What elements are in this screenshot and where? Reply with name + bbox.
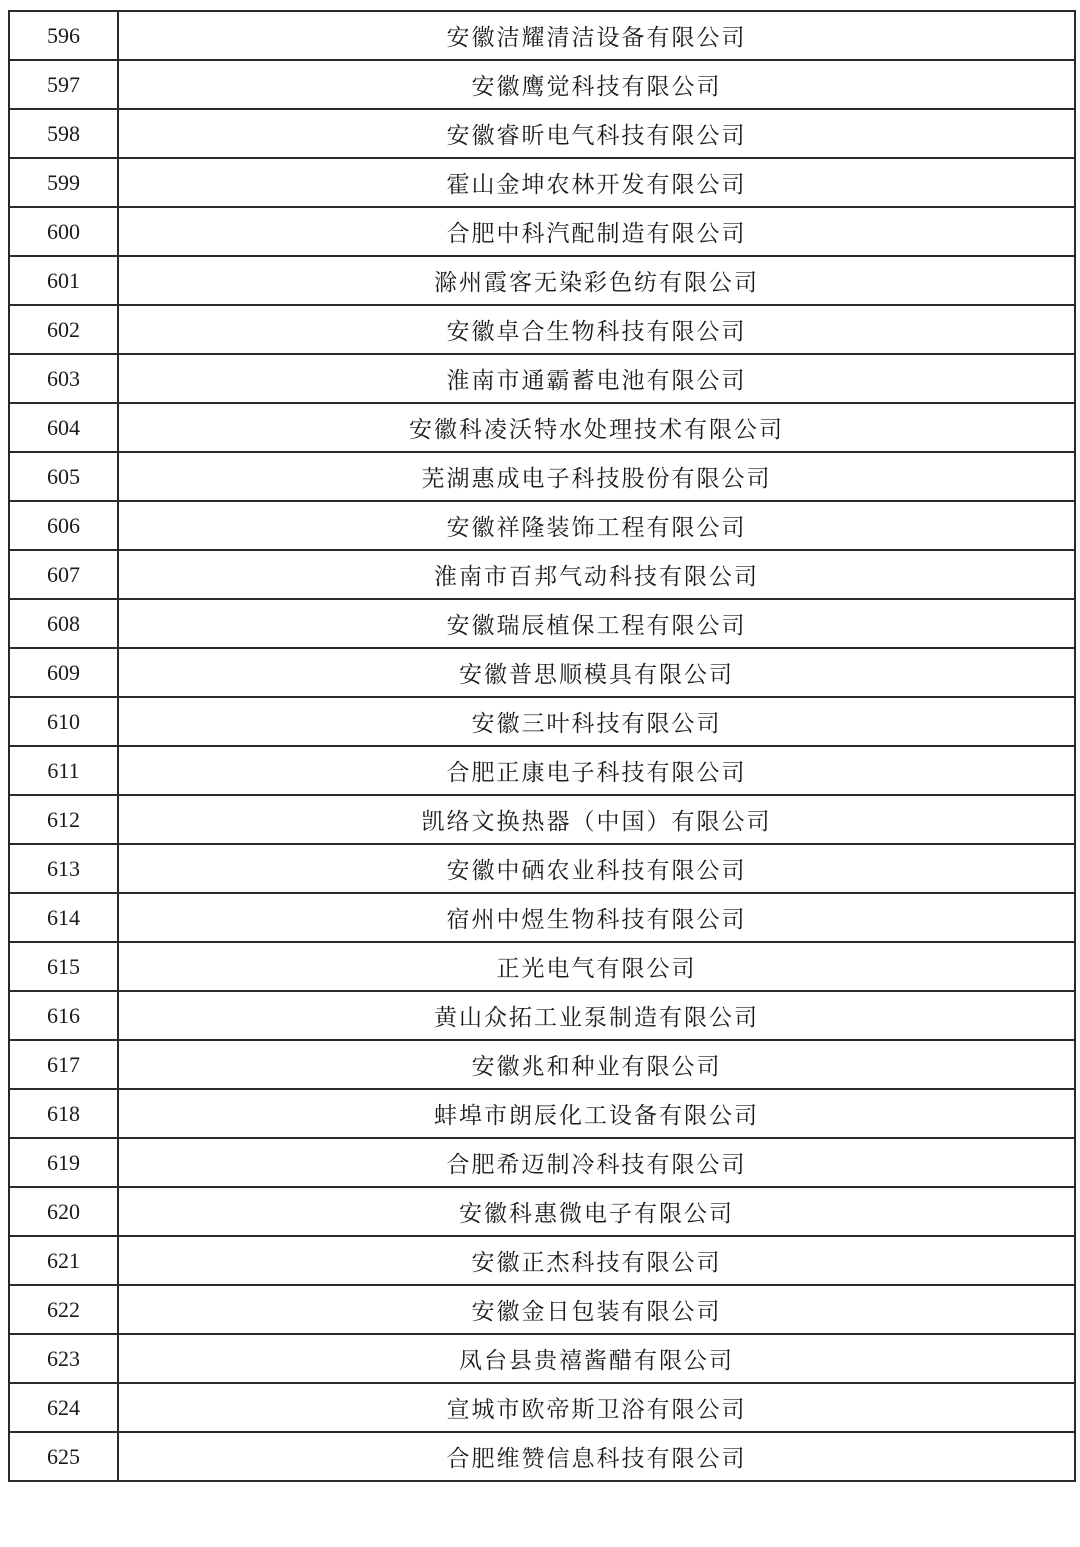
company-name: 安徽科凌沃特水处理技术有限公司: [118, 403, 1075, 452]
table-row: [9, 403, 1075, 452]
table-body: [9, 11, 1075, 1481]
row-number: 610: [9, 697, 118, 746]
company-name: 正光电气有限公司: [118, 942, 1075, 991]
row-number: 607: [9, 550, 118, 599]
company-name: 安徽祥隆装饰工程有限公司: [118, 501, 1075, 550]
row-number: 596: [9, 11, 118, 60]
company-name: 安徽兆和种业有限公司: [118, 1040, 1075, 1089]
company-name: 安徽普思顺模具有限公司: [118, 648, 1075, 697]
row-number: 597: [9, 60, 118, 109]
company-name: 芜湖惠成电子科技股份有限公司: [118, 452, 1075, 501]
company-name: 淮南市百邦气动科技有限公司: [118, 550, 1075, 599]
table-row: [9, 207, 1075, 256]
company-name: 凯络文换热器（中国）有限公司: [118, 795, 1075, 844]
company-list-table: [8, 10, 1076, 1482]
row-number: 621: [9, 1236, 118, 1285]
company-name: 安徽卓合生物科技有限公司: [118, 305, 1075, 354]
company-name: 合肥中科汽配制造有限公司: [118, 207, 1075, 256]
table-row: [9, 354, 1075, 403]
row-number: 615: [9, 942, 118, 991]
row-number: 614: [9, 893, 118, 942]
table-row: [9, 501, 1075, 550]
company-name: 黄山众拓工业泵制造有限公司: [118, 991, 1075, 1040]
table-row: [9, 1285, 1075, 1334]
table-row: [9, 1334, 1075, 1383]
row-number: 617: [9, 1040, 118, 1089]
row-number: 604: [9, 403, 118, 452]
table-row: [9, 1187, 1075, 1236]
row-number: 603: [9, 354, 118, 403]
table-row: [9, 599, 1075, 648]
table-row: [9, 305, 1075, 354]
row-number: 616: [9, 991, 118, 1040]
row-number: 598: [9, 109, 118, 158]
company-name: 安徽洁耀清洁设备有限公司: [118, 11, 1075, 60]
table-row: [9, 844, 1075, 893]
table-row: [9, 109, 1075, 158]
company-name: 安徽科惠微电子有限公司: [118, 1187, 1075, 1236]
row-number: 618: [9, 1089, 118, 1138]
row-number: 611: [9, 746, 118, 795]
table-row: [9, 550, 1075, 599]
company-name: 安徽金日包装有限公司: [118, 1285, 1075, 1334]
table-row: [9, 746, 1075, 795]
row-number: 600: [9, 207, 118, 256]
row-number: 606: [9, 501, 118, 550]
company-name: 淮南市通霸蓄电池有限公司: [118, 354, 1075, 403]
row-number: 601: [9, 256, 118, 305]
table-row: [9, 991, 1075, 1040]
table-row: [9, 452, 1075, 501]
row-number: 619: [9, 1138, 118, 1187]
company-name: 凤台县贵禧酱醋有限公司: [118, 1334, 1075, 1383]
row-number: 609: [9, 648, 118, 697]
company-name: 安徽睿昕电气科技有限公司: [118, 109, 1075, 158]
table-row: [9, 1089, 1075, 1138]
table-row: [9, 256, 1075, 305]
row-number: 613: [9, 844, 118, 893]
table-row: [9, 697, 1075, 746]
company-name: 安徽瑞辰植保工程有限公司: [118, 599, 1075, 648]
row-number: 623: [9, 1334, 118, 1383]
row-number: 612: [9, 795, 118, 844]
table-row: [9, 60, 1075, 109]
row-number: 608: [9, 599, 118, 648]
company-name: 安徽中硒农业科技有限公司: [118, 844, 1075, 893]
row-number: 602: [9, 305, 118, 354]
company-name: 宿州中煜生物科技有限公司: [118, 893, 1075, 942]
row-number: 605: [9, 452, 118, 501]
company-name: 滁州霞客无染彩色纺有限公司: [118, 256, 1075, 305]
table-row: [9, 648, 1075, 697]
company-name: 安徽正杰科技有限公司: [118, 1236, 1075, 1285]
table-row: [9, 795, 1075, 844]
row-number: 622: [9, 1285, 118, 1334]
company-name: 霍山金坤农林开发有限公司: [118, 158, 1075, 207]
table-row: [9, 1432, 1075, 1481]
table-row: [9, 1138, 1075, 1187]
company-name: 宣城市欧帝斯卫浴有限公司: [118, 1383, 1075, 1432]
company-name: 合肥希迈制冷科技有限公司: [118, 1138, 1075, 1187]
row-number: 625: [9, 1432, 118, 1481]
company-name: 蚌埠市朗辰化工设备有限公司: [118, 1089, 1075, 1138]
company-name: 合肥维赞信息科技有限公司: [118, 1432, 1075, 1481]
company-name: 安徽三叶科技有限公司: [118, 697, 1075, 746]
table-row: [9, 11, 1075, 60]
row-number: 624: [9, 1383, 118, 1432]
table-row: [9, 1383, 1075, 1432]
table-row: [9, 942, 1075, 991]
table-row: [9, 893, 1075, 942]
company-name: 安徽鹰觉科技有限公司: [118, 60, 1075, 109]
table-row: [9, 1040, 1075, 1089]
table-row: [9, 1236, 1075, 1285]
company-name: 合肥正康电子科技有限公司: [118, 746, 1075, 795]
row-number: 599: [9, 158, 118, 207]
row-number: 620: [9, 1187, 118, 1236]
table-row: [9, 158, 1075, 207]
